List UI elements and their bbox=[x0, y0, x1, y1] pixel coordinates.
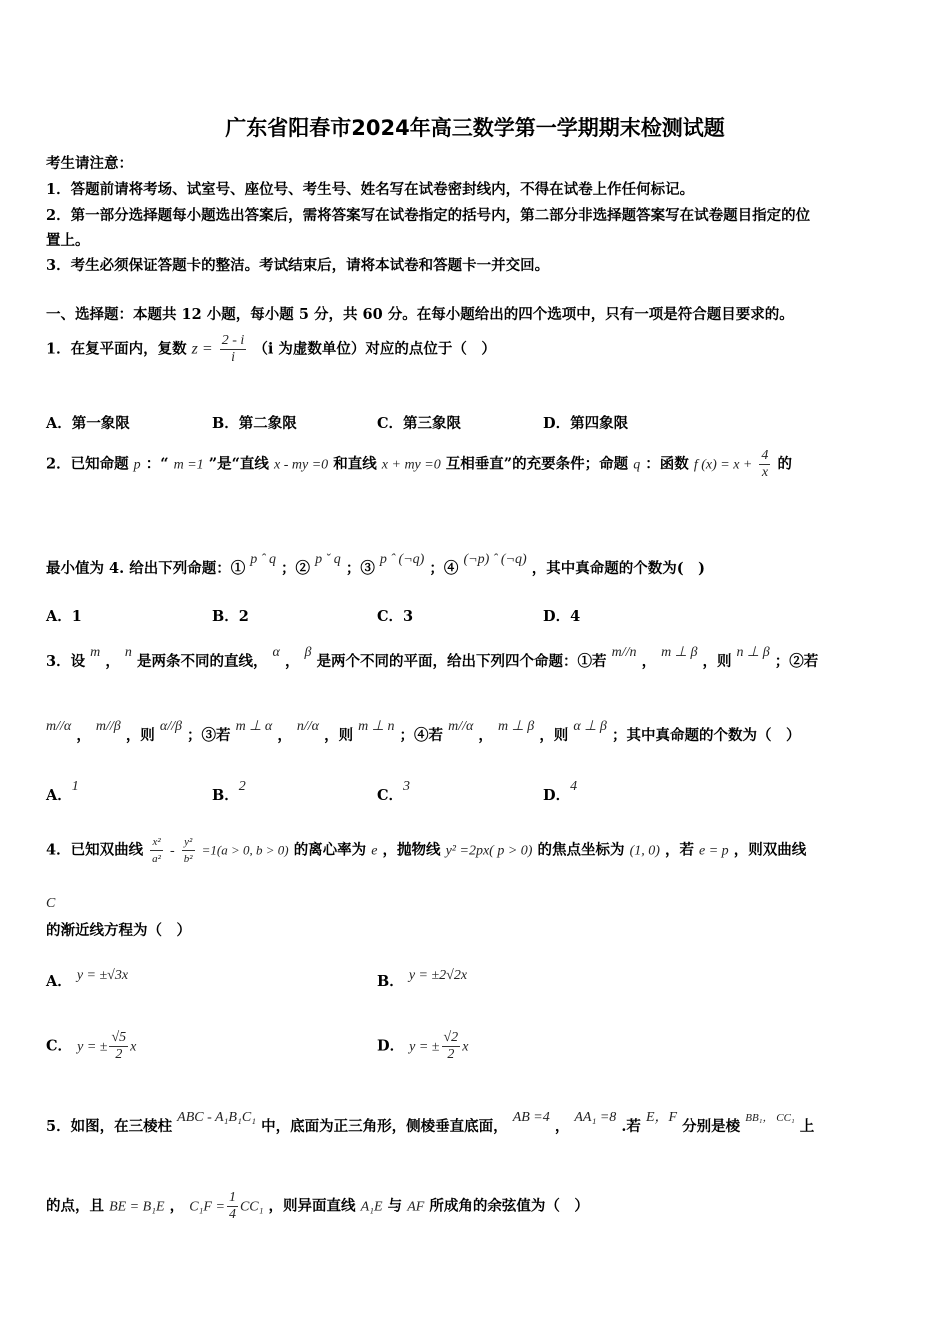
section-heading: 一、选择题：本题共 12 小题，每小题 5 分，共 60 分。在每小题给出的四个选项中，只有一项是符合题目要求的。 bbox=[46, 306, 794, 323]
q2-p: p bbox=[133, 457, 141, 473]
q2-text: 和直线 bbox=[333, 455, 377, 473]
q2-text: 的 bbox=[777, 455, 792, 473]
q2-text: ，其中真命题的个数为( ) bbox=[531, 560, 705, 577]
q3-option-d[interactable] bbox=[543, 779, 578, 805]
q3-expr: n//α bbox=[296, 719, 320, 734]
q3-option-value: 2 bbox=[238, 779, 246, 794]
q3-option-c[interactable] bbox=[377, 779, 411, 805]
q3-expr: m//β bbox=[95, 719, 121, 734]
q4-condition: =1(a > 0, b > 0) bbox=[201, 842, 289, 858]
q4-option-fraction bbox=[442, 1030, 461, 1063]
q3-expr: m ⊥ β bbox=[497, 719, 535, 734]
q5-text: 与 bbox=[387, 1197, 403, 1215]
q5-text: 的点，且 bbox=[46, 1197, 104, 1215]
q3-expr: m//α bbox=[46, 719, 72, 734]
q2-option-d[interactable]: D．4 bbox=[543, 608, 581, 625]
q5-text: ， bbox=[554, 1118, 570, 1135]
q2-text: ；② bbox=[281, 560, 311, 577]
q3-expr: α//β bbox=[159, 719, 182, 734]
q4-frac-num: x² bbox=[150, 834, 163, 851]
q4-option-value: x bbox=[462, 1039, 469, 1055]
q2-text: 最小值为 4. 给出下列命题：① bbox=[46, 560, 246, 577]
q3-expr: m ⊥ n bbox=[358, 719, 395, 734]
q4-text: ，抛物线 bbox=[382, 841, 441, 859]
q4-frac-num: √2 bbox=[443, 1030, 459, 1045]
notice-item: 置上。 bbox=[46, 232, 90, 249]
q5-text: 所成角的余弦值为（ ） bbox=[429, 1197, 589, 1215]
q5-ab: AB =4 bbox=[512, 1110, 550, 1125]
q4-frac-den: b² bbox=[183, 853, 193, 865]
q4-text: 4．已知双曲线 bbox=[46, 841, 144, 859]
q4-option-label: C． bbox=[46, 1037, 73, 1055]
q2-line2: x + my =0 bbox=[381, 457, 441, 473]
q4-e-eq-p: e = p bbox=[699, 843, 729, 859]
q2-m-eq: m =1 bbox=[173, 457, 204, 473]
q2-compound-1: p ˆ q bbox=[250, 552, 276, 567]
q2-compound-4: (¬p) ˆ (¬q) bbox=[463, 552, 527, 567]
q3-text: ， bbox=[478, 727, 493, 744]
q1-numerator: 2 - i bbox=[221, 333, 245, 348]
question-1 bbox=[46, 333, 496, 366]
q4-hyperbola-y bbox=[182, 834, 195, 867]
q3-n: n bbox=[124, 645, 132, 660]
q5-af: AF bbox=[407, 1199, 425, 1215]
q1-denominator: i bbox=[231, 350, 235, 365]
q4-option-label: B． bbox=[377, 973, 404, 990]
q2-line1: x - my =0 bbox=[274, 457, 329, 473]
question-2-line2 bbox=[46, 552, 705, 578]
q5-frac-num: 1 bbox=[228, 1190, 236, 1205]
q3-expr: m//n bbox=[611, 645, 637, 660]
q2-option-c[interactable]: C．3 bbox=[377, 608, 414, 625]
q2-text: ；④ bbox=[429, 560, 459, 577]
q3-expr: m ⊥ β bbox=[661, 645, 698, 660]
q4-frac-den: 2 bbox=[447, 1047, 455, 1062]
q1-option-a[interactable]: A．第一象限 bbox=[46, 415, 130, 432]
q3-text: ，则 bbox=[125, 727, 155, 744]
q3-text: ；④若 bbox=[399, 727, 444, 744]
q3-option-label: B． bbox=[212, 787, 239, 804]
q2-option-a[interactable]: A．1 bbox=[46, 608, 82, 625]
q3-text: ， bbox=[76, 727, 91, 744]
q3-text: ，则 bbox=[702, 653, 732, 670]
q4-option-label: A． bbox=[46, 973, 72, 990]
q4-option-value: y = ±2√2x bbox=[408, 968, 468, 983]
q4-option-fraction bbox=[109, 1030, 128, 1063]
question-3-line2 bbox=[46, 719, 801, 745]
q3-option-b[interactable] bbox=[212, 779, 246, 805]
q3-m: m bbox=[90, 645, 101, 660]
q2-frac-num: 4 bbox=[761, 448, 769, 463]
q5-cc1: CC₁ bbox=[239, 1199, 264, 1215]
q1-option-d[interactable]: D．第四象限 bbox=[543, 415, 629, 432]
notice-item: 2．第一部分选择题每小题选出答案后，需将答案写在试卷指定的括号内，第二部分非选择题答案写在试卷题目指定的位 bbox=[46, 207, 811, 224]
q3-option-label: D． bbox=[543, 787, 571, 804]
q3-text: ， bbox=[105, 653, 120, 670]
q1-stem-pre: 1．在复平面内，复数 bbox=[46, 340, 187, 358]
q3-beta: β bbox=[304, 645, 312, 660]
q3-option-value: 3 bbox=[403, 779, 411, 794]
q1-z: z = bbox=[191, 340, 213, 358]
q3-alpha: α bbox=[272, 645, 280, 660]
q4-C: C bbox=[46, 896, 56, 911]
q3-text: ， bbox=[284, 653, 300, 670]
q4-minus: - bbox=[170, 843, 175, 859]
q4-option-value: y = ± bbox=[409, 1039, 440, 1055]
q4-option-a[interactable] bbox=[46, 970, 128, 991]
q4-option-b[interactable] bbox=[377, 970, 467, 991]
q2-text: ”是“直线 bbox=[208, 455, 269, 473]
question-5 bbox=[46, 1110, 815, 1136]
q4-option-value: y = ± bbox=[77, 1039, 108, 1055]
q2-fraction bbox=[759, 448, 770, 481]
q5-frac-den: 4 bbox=[228, 1207, 236, 1222]
q4-e: e bbox=[371, 843, 378, 859]
q5-aa1: AA₁ =8 bbox=[574, 1110, 617, 1125]
q5-c1f: C₁F = bbox=[189, 1199, 225, 1215]
q4-frac-den: a² bbox=[152, 853, 161, 865]
notice-item: 1．答题前请将考场、试室号、座位号、考生号、姓名写在试卷密封线内，不得在试卷上作任何标记。 bbox=[46, 181, 695, 198]
q2-text: ；③ bbox=[345, 560, 375, 577]
q3-text: 3．设 bbox=[46, 653, 86, 670]
q2-compound-3: p ˆ (¬q) bbox=[379, 552, 425, 567]
question-2 bbox=[46, 448, 792, 481]
q4-option-label: D． bbox=[377, 1037, 405, 1055]
q5-be: BE = B₁E bbox=[109, 1199, 165, 1215]
q5-a1e: A₁E bbox=[360, 1199, 383, 1215]
q5-text: 5．如图，在三棱柱 bbox=[46, 1118, 173, 1135]
q3-text: ，则 bbox=[324, 727, 354, 744]
question-4 bbox=[46, 834, 806, 867]
q2-function: f (x) = x + bbox=[693, 457, 753, 473]
q4-option-value: x bbox=[130, 1039, 137, 1055]
q5-edges: BB₁， CC₁ bbox=[745, 1112, 795, 1124]
q3-text: ；②若 bbox=[774, 653, 819, 670]
q5-text: 中，底面为正三角形，侧棱垂直底面， bbox=[261, 1118, 508, 1135]
q4-text: 的焦点坐标为 bbox=[537, 841, 625, 859]
q3-expr: m//α bbox=[448, 719, 474, 734]
q5-text: ， bbox=[169, 1197, 185, 1215]
question-5-line2 bbox=[46, 1190, 589, 1223]
q3-option-value: 1 bbox=[71, 779, 79, 794]
q2-text: ：“ bbox=[145, 455, 169, 473]
q1-option-c[interactable]: C．第三象限 bbox=[377, 415, 462, 432]
q3-option-label: A． bbox=[46, 787, 72, 804]
q4-option-c[interactable] bbox=[46, 1030, 136, 1063]
q4-frac-den: 2 bbox=[115, 1047, 123, 1062]
q5-ef: E，F bbox=[645, 1110, 678, 1125]
q4-frac-num: y² bbox=[182, 834, 195, 851]
q1-fraction bbox=[220, 333, 247, 366]
q5-prism: ABC - A₁B₁C₁ bbox=[177, 1110, 257, 1125]
notice-item: 3．考生必须保证答题卡的整洁。考试结束后，请将本试卷和答题卡一并交回。 bbox=[46, 257, 550, 274]
q3-option-value: 4 bbox=[570, 779, 578, 794]
q2-frac-den: x bbox=[761, 465, 769, 480]
q3-text: 是两个不同的平面，给出下列四个命题：①若 bbox=[316, 653, 607, 670]
q4-option-value: y = ±√3x bbox=[76, 968, 129, 983]
q2-compound-2: p ˇ q bbox=[315, 552, 341, 567]
q3-option-a[interactable] bbox=[46, 779, 79, 805]
q3-expr: α ⊥ β bbox=[573, 719, 607, 734]
q4-focus: (1, 0) bbox=[629, 843, 660, 859]
q2-text: 互相垂直”的充要条件；命题 bbox=[445, 455, 629, 473]
q3-option-label: C． bbox=[377, 787, 404, 804]
q4-parabola: y² =2px( p > 0) bbox=[445, 843, 533, 859]
question-3 bbox=[46, 645, 819, 671]
q4-text: 的离心率为 bbox=[293, 841, 367, 859]
q2-text: 2．已知命题 bbox=[46, 455, 129, 473]
question-4-line3: 的渐近线方程为（ ） bbox=[46, 922, 191, 939]
q4-frac-num: √5 bbox=[111, 1030, 127, 1045]
q5-fraction bbox=[227, 1190, 238, 1223]
q5-text: ，则异面直线 bbox=[268, 1197, 356, 1215]
q5-text: 分别是棱 bbox=[682, 1118, 741, 1135]
q5-text: 上 bbox=[799, 1118, 815, 1135]
q3-text: ， bbox=[277, 727, 292, 744]
q3-text: ；其中真命题的个数为（ ） bbox=[611, 727, 801, 744]
q5-text: .若 bbox=[621, 1118, 641, 1135]
q4-hyperbola-x bbox=[150, 834, 163, 867]
q1-stem-post: （i 为虚数单位）对应的点位于（ ） bbox=[253, 340, 496, 358]
q2-text: ：函数 bbox=[645, 455, 689, 473]
notice-heading: 考生请注意： bbox=[46, 155, 133, 172]
q2-option-b[interactable]: B．2 bbox=[212, 608, 249, 625]
q4-text: ，若 bbox=[664, 841, 694, 859]
q4-text: ，则双曲线 bbox=[733, 841, 807, 859]
q3-text: ， bbox=[641, 653, 657, 670]
page-title: 广东省阳春市2024年高三数学第一学期期末检测试题 bbox=[225, 116, 725, 140]
q4-option-d[interactable] bbox=[377, 1030, 468, 1063]
q3-expr: n ⊥ β bbox=[736, 645, 770, 660]
q2-q: q bbox=[633, 457, 641, 473]
q3-text: ，则 bbox=[539, 727, 569, 744]
q3-text: 是两条不同的直线， bbox=[136, 653, 268, 670]
q1-option-b[interactable]: B．第二象限 bbox=[212, 415, 297, 432]
q3-expr: m ⊥ α bbox=[235, 719, 273, 734]
q3-text: ；③若 bbox=[187, 727, 231, 744]
